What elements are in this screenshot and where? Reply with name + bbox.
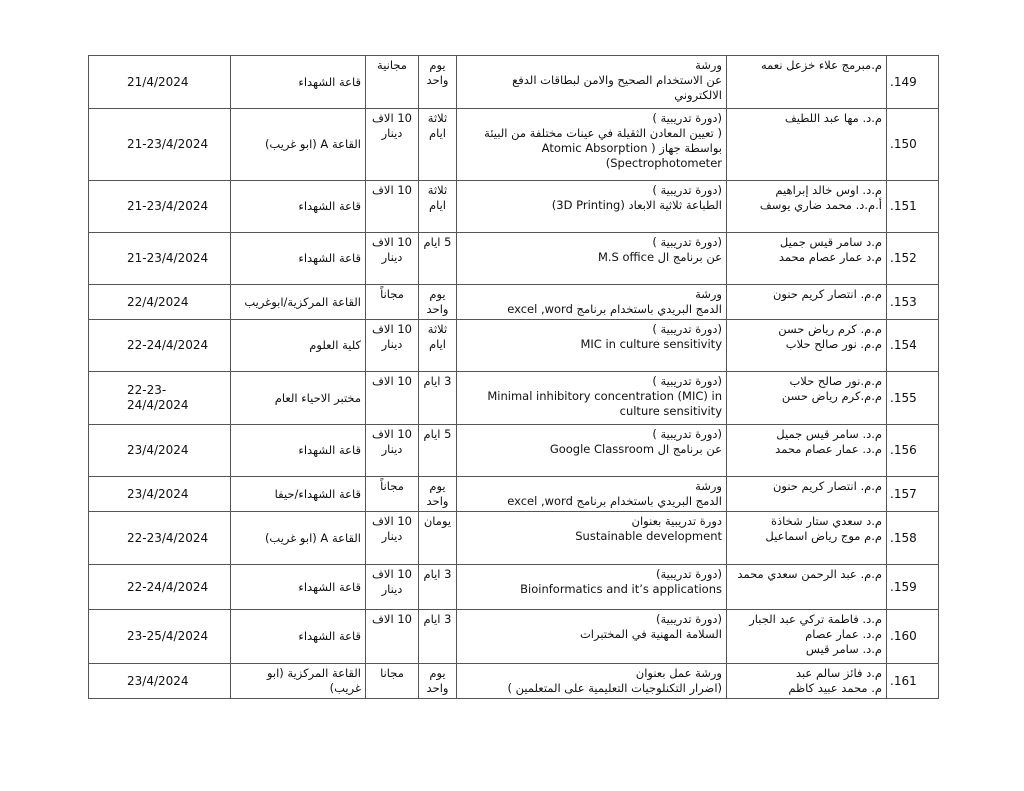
- presenter-names: [727, 565, 887, 610]
- activity-line: دورة تدريبية بعنوان: [631, 514, 722, 528]
- duration: ثلاثة ايام: [419, 181, 457, 233]
- fee: 10 الاف دينار: [366, 512, 419, 565]
- table-row: [89, 477, 939, 512]
- presenter-name: م.د. عمار عصام: [805, 627, 882, 641]
- presenter-name: م.م. انتصار كريم حنون: [772, 287, 882, 301]
- location: قاعة الشهداء: [231, 610, 366, 664]
- activity-line: ( تعيين المعادن الثقيلة في عينات مختلفة من البيئة بواسطة جهاز ( Atomic Absorption Spectrophotometer): [480, 126, 722, 170]
- activity-line: Minimal inhibitory concentration (MIC) in culture sensitivity: [483, 389, 722, 418]
- row-number: .157: [887, 477, 939, 512]
- date: 22/4/2024: [89, 285, 231, 320]
- table-row: [89, 181, 939, 233]
- presenter-name: م.د. اوس خالد إبراهيم: [775, 183, 882, 197]
- activity-line: (دورة تدريبية ): [652, 374, 722, 388]
- date: 23/4/2024: [89, 477, 231, 512]
- activity-line: ورشة: [695, 287, 722, 301]
- table-row: [89, 56, 939, 109]
- fee: مجاناً: [366, 285, 419, 320]
- presenter-name: م.د. سامر قيس: [805, 642, 882, 656]
- location: قاعة الشهداء/حيفا: [231, 477, 366, 512]
- activity-line: (دورة تدريبية ): [652, 183, 722, 197]
- row-number: .150: [887, 109, 939, 181]
- duration: ثلاثة ايام: [419, 109, 457, 181]
- presenter-names: [727, 320, 887, 372]
- location: القاعة المركزية (ابو غريب): [231, 664, 366, 699]
- activity-line: الدمج البريدي باستخدام برنامج excel ,word: [507, 494, 722, 508]
- duration: 3 ايام: [419, 372, 457, 425]
- document-page: [88, 55, 938, 699]
- location: القاعة A (ابو غريب): [231, 512, 366, 565]
- activity-title: [457, 320, 727, 372]
- location: قاعة الشهداء: [231, 56, 366, 109]
- presenter-names: [727, 56, 887, 109]
- fee: 10 الاف دينار: [366, 425, 419, 477]
- date: 22-23-24/4/2024: [89, 372, 231, 425]
- activity-line: (دورة تدريبية): [656, 612, 722, 626]
- presenter-names: [727, 285, 887, 320]
- presenter-name: م.م. انتصار كريم حنون: [772, 479, 882, 493]
- duration: ثلاثة ايام: [419, 320, 457, 372]
- table-row: [89, 285, 939, 320]
- presenter-name: أ.م.د. محمد ضاري يوسف: [759, 198, 882, 212]
- activity-line: عن برنامج ال Google Classroom: [549, 442, 722, 456]
- activity-title: [457, 181, 727, 233]
- date: 21/4/2024: [89, 56, 231, 109]
- date: 21-23/4/2024: [89, 181, 231, 233]
- table-row: [89, 320, 939, 372]
- activities-table: [88, 55, 939, 699]
- activity-title: [457, 233, 727, 285]
- fee: 10 الاف: [366, 372, 419, 425]
- duration: يوم واحد: [419, 285, 457, 320]
- fee: 10 الاف دينار: [366, 109, 419, 181]
- activity-title: [457, 610, 727, 664]
- presenter-names: [727, 109, 887, 181]
- table-row: [89, 512, 939, 565]
- presenter-names: [727, 664, 887, 699]
- date: 21-23/4/2024: [89, 109, 231, 181]
- activity-line: ورشة: [695, 479, 722, 493]
- fee: 10 الاف دينار: [366, 233, 419, 285]
- row-number: .161: [887, 664, 939, 699]
- date: 21-23/4/2024: [89, 233, 231, 285]
- activity-line: Bioinformatics and it’s applications: [520, 582, 722, 596]
- presenter-names: [727, 233, 887, 285]
- table-row: [89, 565, 939, 610]
- location: قاعة الشهداء: [231, 233, 366, 285]
- activity-title: [457, 56, 727, 109]
- row-number: .156: [887, 425, 939, 477]
- duration: يوم واحد: [419, 56, 457, 109]
- activity-line: عن برنامج ال M.S office: [597, 250, 722, 264]
- row-number: .154: [887, 320, 939, 372]
- row-number: .159: [887, 565, 939, 610]
- duration: يوم واحد: [419, 664, 457, 699]
- activity-title: [457, 372, 727, 425]
- table-row: [89, 109, 939, 181]
- activity-title: [457, 477, 727, 512]
- activity-line: (دورة تدريبية): [656, 567, 722, 581]
- activity-line: الدمج البريدي باستخدام برنامج excel ,word: [507, 302, 722, 316]
- presenter-name: م.د. مها عبد اللطيف: [784, 111, 882, 125]
- presenter-name: م.د. سامر قيس جميل: [776, 427, 882, 441]
- fee: مجانية: [366, 56, 419, 109]
- table-row: [89, 425, 939, 477]
- presenter-names: [727, 181, 887, 233]
- presenter-name: م.م.نور صالح حلاب: [789, 374, 882, 388]
- row-number: .152: [887, 233, 939, 285]
- row-number: .153: [887, 285, 939, 320]
- date: 23/4/2024: [89, 664, 231, 699]
- activity-line: Sustainable development: [575, 529, 722, 543]
- activity-line: MIC in culture sensitivity: [580, 337, 722, 351]
- fee: 10 الاف: [366, 610, 419, 664]
- row-number: .151: [887, 181, 939, 233]
- table-row: [89, 610, 939, 664]
- location: قاعة الشهداء: [231, 565, 366, 610]
- presenter-names: [727, 477, 887, 512]
- activity-line: ورشة: [695, 58, 722, 72]
- activity-line: (دورة تدريبية ): [652, 235, 722, 249]
- duration: 3 ايام: [419, 565, 457, 610]
- presenter-names: [727, 425, 887, 477]
- presenter-names: [727, 610, 887, 664]
- date: 22-24/4/2024: [89, 565, 231, 610]
- table-row: [89, 233, 939, 285]
- activity-line: (دورة تدريبية ): [652, 322, 722, 336]
- presenter-name: م.د. فاطمة تركي عبد الجبار: [749, 612, 882, 626]
- duration: 3 ايام: [419, 610, 457, 664]
- activity-line: ورشة عمل بعنوان: [635, 666, 722, 680]
- row-number: .155: [887, 372, 939, 425]
- date: 22-24/4/2024: [89, 320, 231, 372]
- presenter-names: [727, 512, 887, 565]
- activity-title: [457, 565, 727, 610]
- activity-line: (دورة تدريبية ): [652, 111, 722, 125]
- fee: مجانا: [366, 664, 419, 699]
- activity-line: السلامة المهنية في المختبرات: [579, 627, 722, 641]
- location: قاعة الشهداء: [231, 425, 366, 477]
- fee: 10 الاف دينار: [366, 565, 419, 610]
- activity-title: [457, 285, 727, 320]
- presenter-name: م.د سعدي ستار شخاذة: [771, 514, 882, 528]
- row-number: .149: [887, 56, 939, 109]
- date: 22-23/4/2024: [89, 512, 231, 565]
- table-row: [89, 372, 939, 425]
- duration: 5 ايام: [419, 233, 457, 285]
- activity-line: (اضرار التكنلوجيات التعليمية على المتعلمين ): [507, 681, 722, 695]
- fee: 10 الاف: [366, 181, 419, 233]
- presenter-name: م. محمد عبيد كاظم: [788, 681, 882, 695]
- fee: 10 الاف دينار: [366, 320, 419, 372]
- presenter-name: م.م. كرم رياض حسن: [778, 322, 882, 336]
- fee: مجاناً: [366, 477, 419, 512]
- presenter-name: م.م.كرم رياض حسن: [781, 389, 882, 403]
- date: 23/4/2024: [89, 425, 231, 477]
- activity-line: (دورة تدريبية ): [652, 427, 722, 441]
- location: قاعة الشهداء: [231, 181, 366, 233]
- duration: 5 ايام: [419, 425, 457, 477]
- activity-title: [457, 425, 727, 477]
- activity-title: [457, 664, 727, 699]
- presenter-name: م.م موج رياض اسماعيل: [765, 529, 882, 543]
- location: مختبر الاحياء العام: [231, 372, 366, 425]
- location: القاعة A (ابو غريب): [231, 109, 366, 181]
- activity-line: الطباعة ثلاثية الابعاد (3D Printing): [551, 198, 722, 212]
- row-number: .160: [887, 610, 939, 664]
- presenter-name: م.م. نور صالح حلاب: [785, 337, 882, 351]
- activity-line: عن الاستخدام الصحيح والامن لبطاقات الدفع الالكتروني: [508, 73, 722, 102]
- activity-title: [457, 109, 727, 181]
- activity-title: [457, 512, 727, 565]
- location: القاعة المركزية/ابوغريب: [231, 285, 366, 320]
- presenter-name: م.م. عبد الرحمن سعدي محمد: [737, 567, 882, 581]
- presenter-name: م.د عمار عصام محمد: [778, 250, 882, 264]
- table-body: [89, 56, 939, 699]
- duration: يوم واحد: [419, 477, 457, 512]
- presenter-name: م.مبرمج علاء خزعل نعمه: [760, 58, 882, 72]
- row-number: .158: [887, 512, 939, 565]
- location: كلية العلوم: [231, 320, 366, 372]
- presenter-name: م.د فائز سالم عبد: [795, 666, 882, 680]
- presenter-names: [727, 372, 887, 425]
- table-row: [89, 664, 939, 699]
- presenter-name: م.د سامر قيس جميل: [779, 235, 882, 249]
- duration: يومان: [419, 512, 457, 565]
- date: 23-25/4/2024: [89, 610, 231, 664]
- presenter-name: م.د. عمار عصام محمد: [775, 442, 882, 456]
